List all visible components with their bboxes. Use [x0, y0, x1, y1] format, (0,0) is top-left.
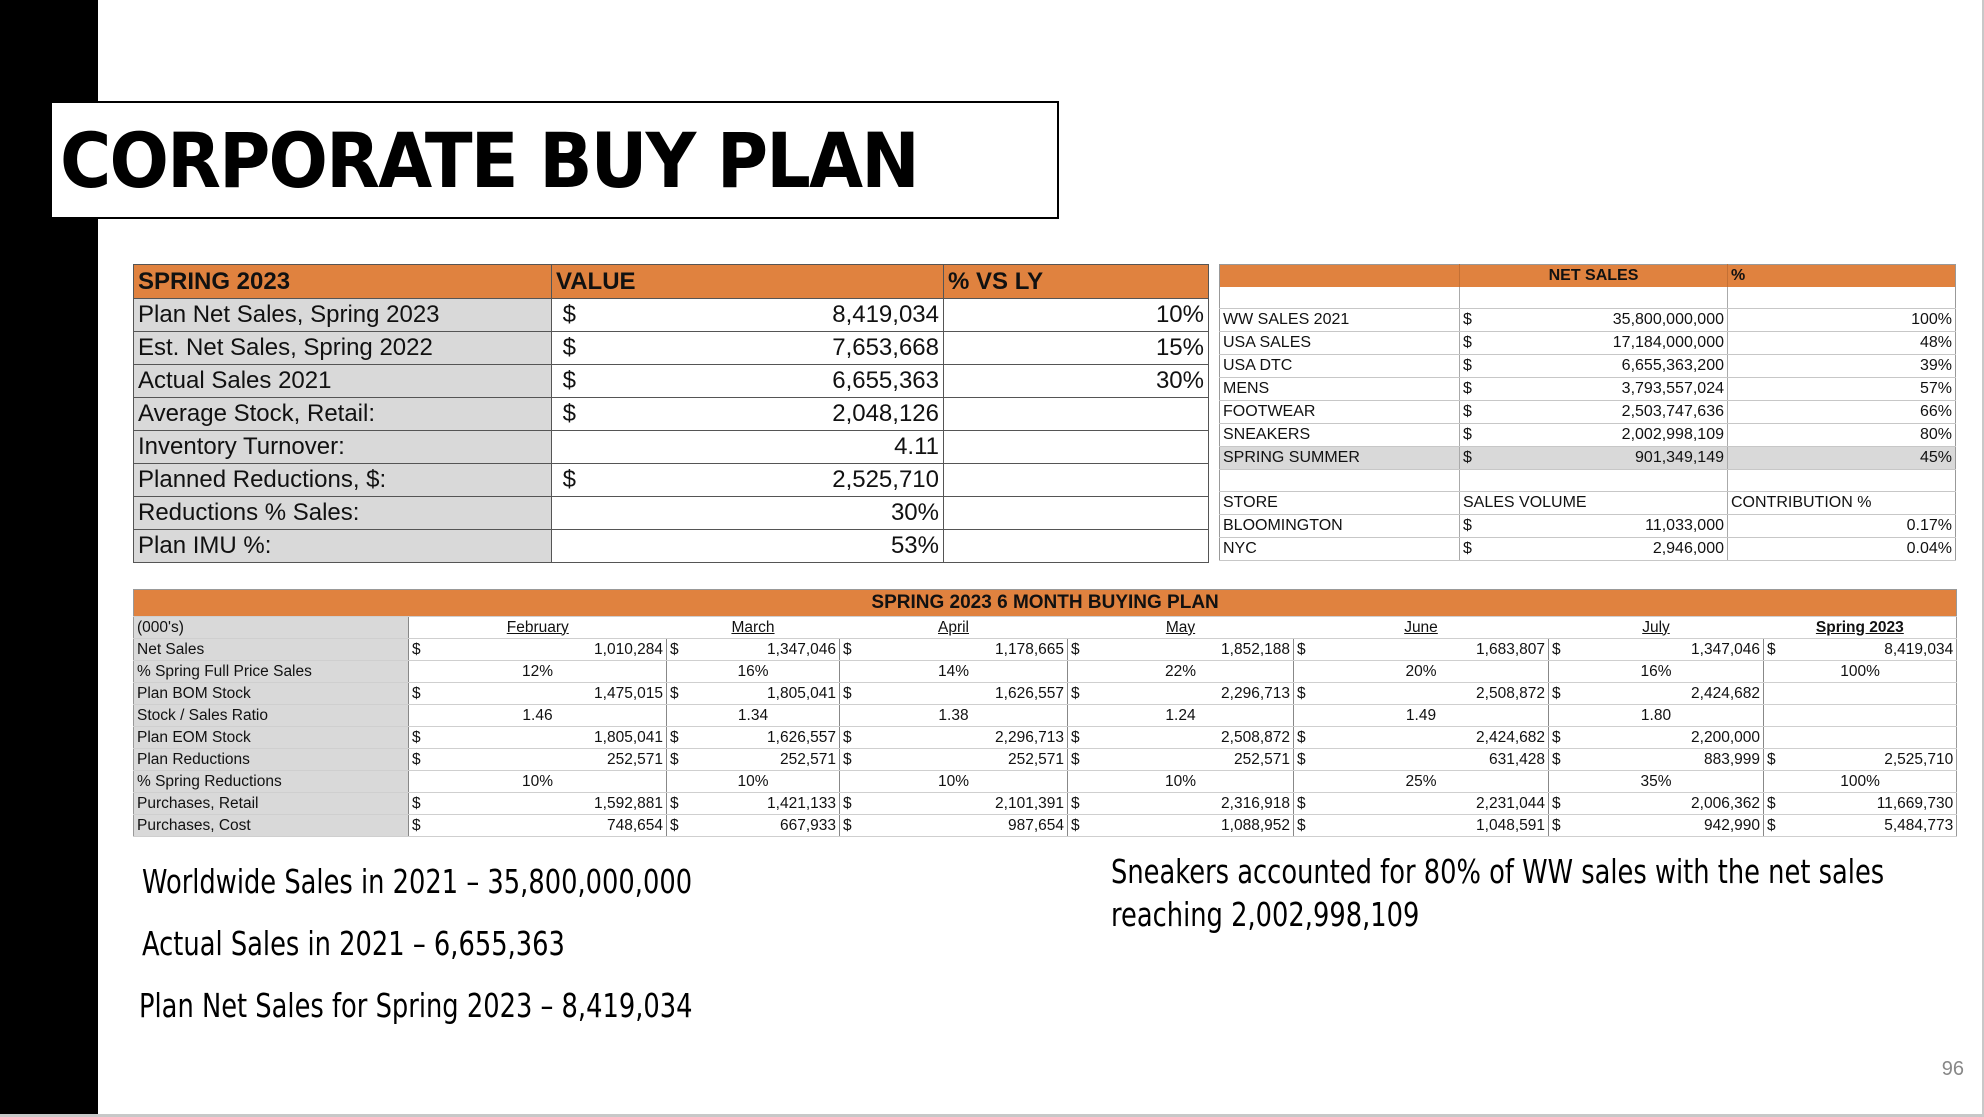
currency-symbol: $ — [840, 815, 860, 837]
row-value — [1460, 447, 1728, 470]
currency-symbol: $ — [1294, 815, 1314, 837]
currency-symbol: $ — [1068, 727, 1088, 749]
value-number: 11,033,000 — [1645, 517, 1724, 534]
currency-symbol: $ — [409, 683, 429, 705]
cell-value: 100% — [1764, 771, 1957, 793]
row-value — [552, 365, 944, 398]
header-cell: % — [1728, 265, 1956, 287]
cell-value: 1,852,188 — [1088, 639, 1294, 661]
cell-value: 2,296,713 — [1088, 683, 1294, 705]
currency-symbol: $ — [1463, 311, 1472, 328]
month-header: February — [409, 617, 667, 639]
cell-value: 1,805,041 — [429, 727, 667, 749]
currency-symbol: $ — [1764, 639, 1784, 661]
cell-value: 1.38 — [840, 705, 1068, 727]
value-number: 30% — [890, 499, 939, 526]
cell-value: 748,654 — [429, 815, 667, 837]
buying-plan-title: SPRING 2023 6 MONTH BUYING PLAN — [134, 590, 1957, 617]
row-pct: 66% — [1728, 401, 1956, 424]
table-row — [134, 299, 1209, 332]
table-row — [134, 705, 1957, 727]
currency-symbol: $ — [840, 727, 860, 749]
row-value — [552, 464, 944, 497]
currency-symbol: $ — [1463, 449, 1472, 466]
cell-value: 252,571 — [429, 749, 667, 771]
currency-symbol: $ — [1294, 749, 1314, 771]
currency-symbol: $ — [1068, 639, 1088, 661]
row-label: Plan BOM Stock — [134, 683, 409, 705]
currency-symbol: $ — [562, 367, 576, 394]
currency-symbol: $ — [409, 639, 429, 661]
month-header: June — [1294, 617, 1549, 639]
currency-symbol: $ — [1294, 793, 1314, 815]
table-row — [134, 530, 1209, 563]
currency-symbol: $ — [1463, 380, 1472, 397]
currency-symbol: $ — [1068, 815, 1088, 837]
value-number: 2,503,747,636 — [1621, 403, 1724, 420]
row-pct: 80% — [1728, 424, 1956, 447]
value-number: 901,349,149 — [1635, 449, 1724, 466]
month-header: April — [840, 617, 1068, 639]
row-pct: 57% — [1728, 378, 1956, 401]
row-label: SPRING SUMMER — [1220, 447, 1460, 470]
store-header-cell: SALES VOLUME — [1460, 492, 1728, 515]
unit-label: (000's) — [134, 617, 409, 639]
currency-symbol: $ — [1294, 683, 1314, 705]
cell-value: 1.34 — [667, 705, 840, 727]
month-header: May — [1068, 617, 1294, 639]
value-number: 2,002,998,109 — [1621, 426, 1724, 443]
currency-symbol: $ — [840, 683, 860, 705]
currency-symbol: $ — [1764, 749, 1784, 771]
row-pct: 48% — [1728, 332, 1956, 355]
table-row — [134, 332, 1209, 365]
row-value — [552, 497, 944, 530]
value-number: 4.11 — [894, 433, 939, 460]
row-value — [1460, 538, 1728, 561]
month-header: March — [667, 617, 840, 639]
cell-value: 16% — [1549, 661, 1764, 683]
currency-symbol: $ — [1463, 540, 1472, 557]
note-plan-net-sales: Plan Net Sales for Spring 2023 – 8,419,034 — [139, 986, 693, 1025]
spring-summary-table — [133, 264, 1209, 563]
row-value — [552, 332, 944, 365]
currency-symbol: $ — [667, 639, 687, 661]
cell-value: 1.46 — [409, 705, 667, 727]
cell-value: 1.49 — [1294, 705, 1549, 727]
currency-symbol: $ — [1068, 793, 1088, 815]
row-label: Purchases, Cost — [134, 815, 409, 837]
cell-value: 631,428 — [1314, 749, 1549, 771]
table-row — [1220, 332, 1956, 355]
row-pct — [944, 398, 1209, 431]
cell-value: 2,508,872 — [1088, 727, 1294, 749]
cell-value: 883,999 — [1569, 749, 1764, 771]
note-sneakers-line2: reaching 2,002,998,109 — [1111, 895, 1420, 934]
cell-value: 35% — [1549, 771, 1764, 793]
currency-symbol — [1764, 683, 1784, 705]
note-actual-sales: Actual Sales in 2021 – 6,655,363 — [142, 924, 565, 963]
currency-symbol: $ — [1463, 334, 1472, 351]
currency-symbol: $ — [562, 334, 576, 361]
currency-symbol: $ — [562, 466, 576, 493]
row-label: Plan Reductions — [134, 749, 409, 771]
table-row — [1220, 309, 1956, 332]
row-label: MENS — [1220, 378, 1460, 401]
row-label: Actual Sales 2021 — [134, 365, 552, 398]
row-label: Plan EOM Stock — [134, 727, 409, 749]
cell-value: 2,424,682 — [1314, 727, 1549, 749]
cell-value: 2,296,713 — [860, 727, 1068, 749]
cell-value: 1,475,015 — [429, 683, 667, 705]
row-pct: 45% — [1728, 447, 1956, 470]
cell-value: 10% — [840, 771, 1068, 793]
row-value — [552, 530, 944, 563]
currency-symbol: $ — [1463, 426, 1472, 443]
currency-symbol: $ — [667, 683, 687, 705]
row-value — [1460, 309, 1728, 332]
row-pct: 0.17% — [1728, 515, 1956, 538]
cell-value: 252,571 — [1088, 749, 1294, 771]
cell-value: 667,933 — [687, 815, 840, 837]
row-label: Inventory Turnover: — [134, 431, 552, 464]
value-number: 7,653,668 — [832, 334, 939, 361]
currency-symbol: $ — [1068, 749, 1088, 771]
currency-symbol: $ — [667, 815, 687, 837]
currency-symbol: $ — [840, 793, 860, 815]
cell-value: 20% — [1294, 661, 1549, 683]
row-label: FOOTWEAR — [1220, 401, 1460, 424]
table-row — [134, 365, 1209, 398]
value-number: 35,800,000,000 — [1612, 311, 1724, 328]
row-value — [1460, 401, 1728, 424]
cell-value: 11,669,730 — [1784, 793, 1957, 815]
row-label: Reductions % Sales: — [134, 497, 552, 530]
currency-symbol: $ — [562, 301, 576, 328]
currency-symbol: $ — [1549, 727, 1569, 749]
cell-value: 2,316,918 — [1088, 793, 1294, 815]
table-row — [134, 639, 1957, 661]
cell-value: 1,592,881 — [429, 793, 667, 815]
table-row — [134, 431, 1209, 464]
value-number: 53% — [890, 532, 939, 559]
row-label: USA DTC — [1220, 355, 1460, 378]
table-row — [134, 727, 1957, 749]
store-header-cell: STORE — [1220, 492, 1460, 515]
cell-value — [1784, 727, 1957, 749]
row-label: Est. Net Sales, Spring 2022 — [134, 332, 552, 365]
cell-value: 1,626,557 — [687, 727, 840, 749]
cell-value: 1,805,041 — [687, 683, 840, 705]
table-row — [134, 815, 1957, 837]
row-label: % Spring Full Price Sales — [134, 661, 409, 683]
value-number: 3,793,557,024 — [1621, 380, 1724, 397]
currency-symbol: $ — [840, 749, 860, 771]
title-box — [50, 101, 1059, 219]
cell-value: 2,231,044 — [1314, 793, 1549, 815]
buying-plan-table — [133, 589, 1957, 837]
row-pct — [944, 530, 1209, 563]
cell-value: 12% — [409, 661, 667, 683]
row-pct: 100% — [1728, 309, 1956, 332]
row-label: Net Sales — [134, 639, 409, 661]
header-cell: SPRING 2023 — [134, 265, 552, 299]
table-row — [1220, 447, 1956, 470]
cell-value: 2,101,391 — [860, 793, 1068, 815]
cell-value: 5,484,773 — [1784, 815, 1957, 837]
row-pct: 30% — [944, 365, 1209, 398]
table-row — [1220, 355, 1956, 378]
cell-value: 16% — [667, 661, 840, 683]
buying-plan-title-row — [134, 590, 1957, 617]
table-row — [134, 771, 1957, 793]
row-pct: 0.04% — [1728, 538, 1956, 561]
store-header-row — [1220, 492, 1956, 515]
currency-symbol: $ — [562, 400, 576, 427]
cell-value: 252,571 — [687, 749, 840, 771]
row-label: % Spring Reductions — [134, 771, 409, 793]
table-row — [134, 497, 1209, 530]
row-label: BLOOMINGTON — [1220, 515, 1460, 538]
months-row — [134, 617, 1957, 639]
value-number: 2,525,710 — [832, 466, 939, 493]
table-row — [1220, 424, 1956, 447]
blank-row — [1220, 287, 1956, 309]
cell-value: 22% — [1068, 661, 1294, 683]
cell-value: 1,088,952 — [1088, 815, 1294, 837]
store-header-cell: CONTRIBUTION % — [1728, 492, 1956, 515]
currency-symbol: $ — [1294, 639, 1314, 661]
header-cell: % VS LY — [944, 265, 1209, 299]
currency-symbol: $ — [1764, 815, 1784, 837]
currency-symbol: $ — [1549, 793, 1569, 815]
cell-value: 1,347,046 — [687, 639, 840, 661]
month-header: July — [1549, 617, 1764, 639]
cell-value: 1.24 — [1068, 705, 1294, 727]
row-value — [1460, 378, 1728, 401]
row-value — [552, 299, 944, 332]
net-sales-table — [1219, 264, 1956, 561]
value-number: 8,419,034 — [832, 301, 939, 328]
row-pct: 10% — [944, 299, 1209, 332]
currency-symbol: $ — [1463, 403, 1472, 420]
cell-value: 1,347,046 — [1569, 639, 1764, 661]
currency-symbol: $ — [1463, 517, 1472, 534]
cell-value: 987,654 — [860, 815, 1068, 837]
currency-symbol: $ — [1549, 749, 1569, 771]
row-pct — [944, 464, 1209, 497]
row-label: SNEAKERS — [1220, 424, 1460, 447]
cell-value: 2,006,362 — [1569, 793, 1764, 815]
currency-symbol: $ — [667, 727, 687, 749]
header-cell: VALUE — [552, 265, 944, 299]
row-label: Average Stock, Retail: — [134, 398, 552, 431]
row-label: USA SALES — [1220, 332, 1460, 355]
table-row — [134, 683, 1957, 705]
row-label: Stock / Sales Ratio — [134, 705, 409, 727]
row-pct — [944, 497, 1209, 530]
row-label: WW SALES 2021 — [1220, 309, 1460, 332]
cell-value: 10% — [1068, 771, 1294, 793]
header-cell: NET SALES — [1460, 265, 1728, 287]
cell-value: 1.80 — [1549, 705, 1764, 727]
row-value — [1460, 332, 1728, 355]
row-pct — [944, 431, 1209, 464]
table-row — [134, 749, 1957, 771]
table-header-row — [134, 265, 1209, 299]
cell-value: 10% — [409, 771, 667, 793]
month-header: Spring 2023 — [1764, 617, 1957, 639]
currency-symbol: $ — [1549, 639, 1569, 661]
currency-symbol: $ — [667, 793, 687, 815]
cell-value: 100% — [1764, 661, 1957, 683]
table-row — [1220, 401, 1956, 424]
row-label: Purchases, Retail — [134, 793, 409, 815]
currency-symbol: $ — [1463, 357, 1472, 374]
cell-value: 1,010,284 — [429, 639, 667, 661]
currency-symbol: $ — [1764, 793, 1784, 815]
note-sneakers-line1: Sneakers accounted for 80% of WW sales with the net sales — [1111, 852, 1885, 891]
cell-value: 252,571 — [860, 749, 1068, 771]
currency-symbol: $ — [1294, 727, 1314, 749]
cell-value: 2,200,000 — [1569, 727, 1764, 749]
table-row — [1220, 378, 1956, 401]
cell-value: 25% — [1294, 771, 1549, 793]
row-value — [1460, 355, 1728, 378]
table-row — [134, 398, 1209, 431]
cell-value: 942,990 — [1569, 815, 1764, 837]
value-number: 2,946,000 — [1652, 540, 1724, 557]
note-ww-sales: Worldwide Sales in 2021 – 35,800,000,000 — [142, 862, 693, 901]
value-number: 17,184,000,000 — [1612, 334, 1724, 351]
cell-value: 1,421,133 — [687, 793, 840, 815]
table-header-row — [1220, 265, 1956, 287]
cell-value: 1,683,807 — [1314, 639, 1549, 661]
cell-value: 1,048,591 — [1314, 815, 1549, 837]
table-row — [134, 793, 1957, 815]
value-number: 2,048,126 — [832, 400, 939, 427]
table-row — [134, 464, 1209, 497]
currency-symbol: $ — [1068, 683, 1088, 705]
currency-symbol: $ — [840, 639, 860, 661]
cell-value: 2,508,872 — [1314, 683, 1549, 705]
page-number: 96 — [1941, 1058, 1964, 1080]
header-cell — [1220, 265, 1460, 287]
currency-symbol: $ — [409, 793, 429, 815]
currency-symbol — [1764, 727, 1784, 749]
table-row — [134, 661, 1957, 683]
cell-value — [1764, 705, 1957, 727]
currency-symbol: $ — [409, 815, 429, 837]
currency-symbol: $ — [409, 727, 429, 749]
row-label: NYC — [1220, 538, 1460, 561]
value-number: 6,655,363 — [832, 367, 939, 394]
cell-value: 8,419,034 — [1784, 639, 1957, 661]
row-pct: 15% — [944, 332, 1209, 365]
currency-symbol: $ — [409, 749, 429, 771]
row-value — [552, 398, 944, 431]
currency-symbol: $ — [1549, 683, 1569, 705]
page-title: CORPORATE BUY PLAN — [60, 116, 918, 205]
cell-value: 1,626,557 — [860, 683, 1068, 705]
value-number: 6,655,363,200 — [1621, 357, 1724, 374]
blank-row — [1220, 470, 1956, 492]
cell-value: 10% — [667, 771, 840, 793]
row-label: Planned Reductions, $: — [134, 464, 552, 497]
currency-symbol: $ — [667, 749, 687, 771]
cell-value: 2,424,682 — [1569, 683, 1764, 705]
currency-symbol: $ — [1549, 815, 1569, 837]
table-row — [1220, 515, 1956, 538]
cell-value — [1784, 683, 1957, 705]
row-label: Plan IMU %: — [134, 530, 552, 563]
row-pct: 39% — [1728, 355, 1956, 378]
cell-value: 1,178,665 — [860, 639, 1068, 661]
cell-value: 14% — [840, 661, 1068, 683]
cell-value: 2,525,710 — [1784, 749, 1957, 771]
row-value — [1460, 424, 1728, 447]
row-value — [1460, 515, 1728, 538]
row-label: Plan Net Sales, Spring 2023 — [134, 299, 552, 332]
row-value — [552, 431, 944, 464]
table-row — [1220, 538, 1956, 561]
